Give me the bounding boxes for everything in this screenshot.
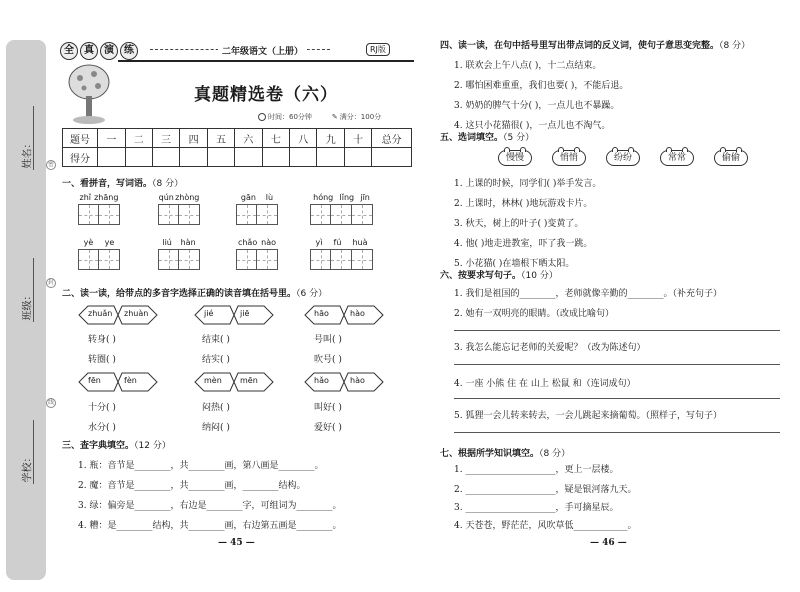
pinyin-syllable: chǎo [237, 238, 258, 247]
score-header-cell: 十 [344, 129, 371, 148]
fill-word-question[interactable]: 5. 小花猫( )在墙根下晒太阳。 [454, 259, 575, 269]
section-title-text: 二、读一读，给带点的多音字选择正确的读音填在括号里。 [62, 289, 297, 299]
polyphone-word[interactable]: 叫好( ) [314, 403, 342, 413]
pinyin-option: jiē [240, 309, 250, 318]
section-6-title [440, 268, 558, 281]
antonym-question[interactable]: 3. 奶奶的脾气十分( )，一点儿也不暴躁。 [454, 101, 620, 111]
fill-word-question[interactable]: 3. 秋天，树上的叶子( )变黄了。 [454, 219, 584, 229]
pinyin-option: jié [204, 309, 214, 318]
writing-grid-cell[interactable] [236, 204, 257, 225]
clock-icon [258, 113, 266, 121]
pinyin-item [236, 193, 278, 225]
polyphone-word[interactable]: 结实( ) [202, 355, 230, 365]
pinyin-option: zhuǎn [88, 309, 113, 318]
score-header-cell: 五 [207, 129, 234, 148]
word-choice: 偷偷 [714, 150, 748, 166]
writing-grid-cell[interactable] [331, 249, 352, 270]
section-title-text: 一、看拼音，写词语。 [62, 179, 153, 189]
brand-char: 全 [60, 42, 78, 60]
section-title-text: 六、按要求写句子。 [440, 271, 522, 281]
score-row-label: 得分 [63, 148, 98, 167]
pinyin-option: hāo [314, 309, 329, 318]
score-header-cell: 九 [317, 129, 344, 148]
class-line [33, 258, 34, 322]
pinyin-item [310, 193, 373, 225]
writing-grid-cell[interactable] [310, 249, 331, 270]
tree-illustration-icon [66, 60, 112, 126]
name-label: 姓名： [22, 138, 34, 169]
section-2-title [62, 286, 327, 299]
pinyin-syllable: yì [315, 238, 323, 247]
polyphone-word[interactable]: 吹号( ) [314, 355, 342, 365]
polyphone-word[interactable]: 爱好( ) [314, 423, 342, 433]
sentence-question[interactable]: 3. 我怎么能忘记老师的关爱呢？（改为陈述句） [454, 343, 646, 353]
page-number: — 46 — [590, 538, 627, 548]
school-line [33, 420, 34, 484]
score-cell[interactable] [125, 148, 152, 167]
score-header-row [63, 129, 412, 148]
time-info [258, 112, 312, 122]
page-number: — 45 — [218, 538, 255, 548]
section-points: （5 分） [503, 133, 535, 143]
writing-grid-cell[interactable] [78, 249, 99, 270]
pinyin-option: hào [350, 376, 365, 385]
pencil-icon: ✎ [331, 113, 338, 121]
section-title-text: 三、查字典填空。 [62, 441, 135, 451]
pinyin-option: fèn [124, 376, 137, 385]
writing-grid-cell[interactable] [99, 249, 120, 270]
writing-grid-cell[interactable] [310, 204, 331, 225]
answer-line[interactable] [454, 432, 780, 433]
polyphone-options [304, 305, 384, 325]
seal-hole-1: 密 [47, 161, 54, 168]
pinyin-item [158, 193, 200, 225]
full-score-text: 满分：100分 [339, 113, 382, 121]
polyphone-word[interactable]: 号叫( ) [314, 335, 342, 345]
poem-question[interactable]: 4. 天苍苍，野茫茫，风吹草低____________。 [454, 521, 637, 531]
pinyin-option: hǎo [314, 376, 329, 385]
word-choice: 慢慢 [498, 150, 532, 166]
pinyin-syllable: yè [83, 238, 94, 247]
section-title-text: 七、根据所学知识填空。 [440, 449, 540, 459]
pinyin-syllable: lǐng [339, 193, 355, 202]
polyphone-word[interactable]: 闷热( ) [202, 403, 230, 413]
pinyin-syllable: fú [333, 238, 342, 247]
exam-meta [258, 112, 381, 122]
fill-word-question[interactable]: 2. 上课时，林林( )地玩游戏卡片。 [454, 199, 593, 209]
score-header-cell: 八 [290, 129, 317, 148]
dictionary-question[interactable]: 3. 绿：偏旁是________，右边是________字，可组词为________。 [78, 501, 342, 511]
score-cell[interactable] [372, 148, 412, 167]
edition-badge: RJ版 [366, 43, 390, 56]
polyphone-word[interactable]: 转圈( ) [88, 355, 116, 365]
antonym-question[interactable]: 2. 哪怕困难重重，我们也要( )，不能后退。 [454, 81, 629, 91]
time-text: 时间：60分钟 [268, 113, 312, 121]
answer-line[interactable] [454, 398, 780, 399]
subject-title: 二年级语文（上册） [218, 44, 307, 57]
section-points: （6 分） [296, 289, 328, 299]
pinyin-syllable: jīn [360, 193, 370, 202]
fill-word-question[interactable]: 1. 上课的时候，同学们( )举手发言。 [454, 179, 602, 189]
score-header-cell: 总分 [372, 129, 412, 148]
polyphone-options [194, 305, 274, 325]
dictionary-question[interactable]: 2. 魔：音节是________，共________画，________结构。 [78, 481, 306, 491]
polyphone-word[interactable]: 纳闷( ) [202, 423, 230, 433]
brand-char: 真 [80, 42, 98, 60]
header-rule [118, 60, 414, 62]
class-label: 班级： [22, 290, 34, 321]
polyphone-word[interactable]: 结束( ) [202, 335, 230, 345]
section-points: （8 分） [152, 179, 184, 189]
section-3-title [62, 438, 171, 451]
score-entry-row [63, 148, 412, 167]
writing-grid-cell[interactable] [352, 249, 373, 270]
antonym-question[interactable]: 1. 联欢会上午八点( )，十二点结束。 [454, 61, 602, 71]
pinyin-syllable: liú [162, 238, 172, 247]
score-info [332, 112, 381, 122]
seal-hole-2: 封 [47, 279, 54, 286]
polyphone-options [78, 372, 158, 392]
writing-grid-cell[interactable] [331, 204, 352, 225]
score-cell[interactable] [207, 148, 234, 167]
antonym-question[interactable]: 4. 这只小花猫很( )，一点儿也不淘气。 [454, 121, 611, 131]
pinyin-item [158, 238, 200, 270]
pinyin-syllable: ye [104, 238, 115, 247]
page-header [58, 42, 414, 62]
section-title-text: 四、读一读，在句中括号里写出带点词的反义词，使句子意思变完整。 [440, 41, 720, 51]
pinyin-syllable: qún [158, 193, 174, 202]
answer-line[interactable] [454, 364, 780, 365]
school-label: 学校： [22, 452, 34, 483]
section-7-title [440, 446, 570, 459]
pinyin-syllable: gān [240, 193, 256, 202]
polyphone-options [304, 372, 384, 392]
score-header-cell: 题号 [63, 129, 98, 148]
sentence-question[interactable]: 4. 一座 小熊 住 在 山上 松鼠 和（连词成句） [454, 379, 636, 389]
poem-question[interactable]: 1. ____________________，更上一层楼。 [454, 465, 619, 475]
pinyin-syllable: zhāng [94, 193, 119, 202]
score-cell[interactable] [344, 148, 371, 167]
seal-hole-3: 线 [47, 399, 54, 406]
score-cell[interactable] [235, 148, 262, 167]
fill-word-question[interactable]: 4. 他( )地走进教室，吓了我一跳。 [454, 239, 593, 249]
writing-grid-cell[interactable] [158, 249, 179, 270]
pinyin-item [236, 238, 278, 270]
section-points: （12 分） [134, 441, 171, 451]
answer-line[interactable] [454, 330, 780, 331]
writing-grid-cell[interactable] [78, 204, 99, 225]
section-4-title [440, 38, 750, 51]
writing-grid-cell[interactable] [99, 204, 120, 225]
writing-grid-cell[interactable] [257, 249, 278, 270]
section-5-title [440, 130, 534, 143]
polyphone-word[interactable]: 水分( ) [88, 423, 116, 433]
writing-grid-cell[interactable] [158, 204, 179, 225]
polyphone-word[interactable]: 转身( ) [88, 335, 116, 345]
section-points: （8 分） [539, 449, 571, 459]
pinyin-item [78, 193, 120, 225]
pinyin-syllable: lù [265, 193, 274, 202]
word-choice: 纷纷 [606, 150, 640, 166]
polyphone-options [194, 372, 274, 392]
score-header-cell: 三 [152, 129, 179, 148]
score-header-cell: 七 [262, 129, 289, 148]
poem-question[interactable]: 2. ____________________，疑是银河落九天。 [454, 485, 637, 495]
poem-question[interactable]: 3. ____________________，手可摘星辰。 [454, 503, 619, 513]
pinyin-item [78, 238, 120, 270]
pinyin-option: hào [350, 309, 365, 318]
section-points: （8 分） [719, 41, 751, 51]
score-cell[interactable] [317, 148, 344, 167]
brand-char: 演 [100, 42, 118, 60]
writing-grid-cell[interactable] [179, 249, 200, 270]
score-cell[interactable] [180, 148, 207, 167]
sentence-question[interactable]: 1. 我们是祖国的________，老师就像辛勤的________。（补充句子） [454, 289, 722, 299]
paper-title: 真题精选卷（六） [194, 85, 338, 105]
pinyin-option: zhuàn [124, 309, 149, 318]
name-line [33, 106, 34, 170]
pinyin-option: mèn [204, 376, 222, 385]
score-cell[interactable] [152, 148, 179, 167]
section-1-title [62, 176, 183, 189]
sentence-question[interactable]: 5. 狐狸一会儿转来转去，一会儿跳起来摘葡萄。（照样子，写句子） [454, 411, 722, 421]
pinyin-syllable: nào [261, 238, 277, 247]
score-header-cell: 六 [235, 129, 262, 148]
score-cell[interactable] [290, 148, 317, 167]
pinyin-syllable: zhǐ [79, 193, 92, 202]
score-cell[interactable] [262, 148, 289, 167]
writing-grid-cell[interactable] [236, 249, 257, 270]
writing-grid-cell[interactable] [352, 204, 373, 225]
pinyin-item [310, 238, 373, 270]
writing-grid-cell[interactable] [257, 204, 278, 225]
dictionary-question[interactable]: 1. 瓶：音节是________，共________画，第八画是________。 [78, 461, 324, 471]
pinyin-syllable: huà [352, 238, 368, 247]
score-header-cell: 一 [98, 129, 125, 148]
word-choice: 悄悄 [552, 150, 586, 166]
dictionary-question[interactable]: 4. 糟：是________结构，共________画，右边第五画是________。 [78, 521, 342, 531]
pinyin-syllable: hàn [180, 238, 196, 247]
section-points: （10 分） [521, 271, 558, 281]
binding-strip [6, 40, 46, 580]
writing-grid-cell[interactable] [179, 204, 200, 225]
pinyin-syllable: zhòng [175, 193, 200, 202]
brand-char: 练 [120, 42, 138, 60]
pinyin-option: fēn [88, 376, 101, 385]
polyphone-word[interactable]: 十分( ) [88, 403, 116, 413]
sentence-question[interactable]: 2. 她有一双明亮的眼睛。（改成比喻句） [454, 309, 614, 319]
word-choice: 常常 [660, 150, 694, 166]
pinyin-option: mēn [240, 376, 258, 385]
score-cell[interactable] [98, 148, 125, 167]
section-title-text: 五、选词填空。 [440, 133, 504, 143]
pinyin-syllable: hóng [313, 193, 334, 202]
score-table [62, 128, 412, 167]
polyphone-options [78, 305, 158, 325]
brand-logo [60, 42, 138, 60]
score-header-cell: 四 [180, 129, 207, 148]
score-header-cell: 二 [125, 129, 152, 148]
